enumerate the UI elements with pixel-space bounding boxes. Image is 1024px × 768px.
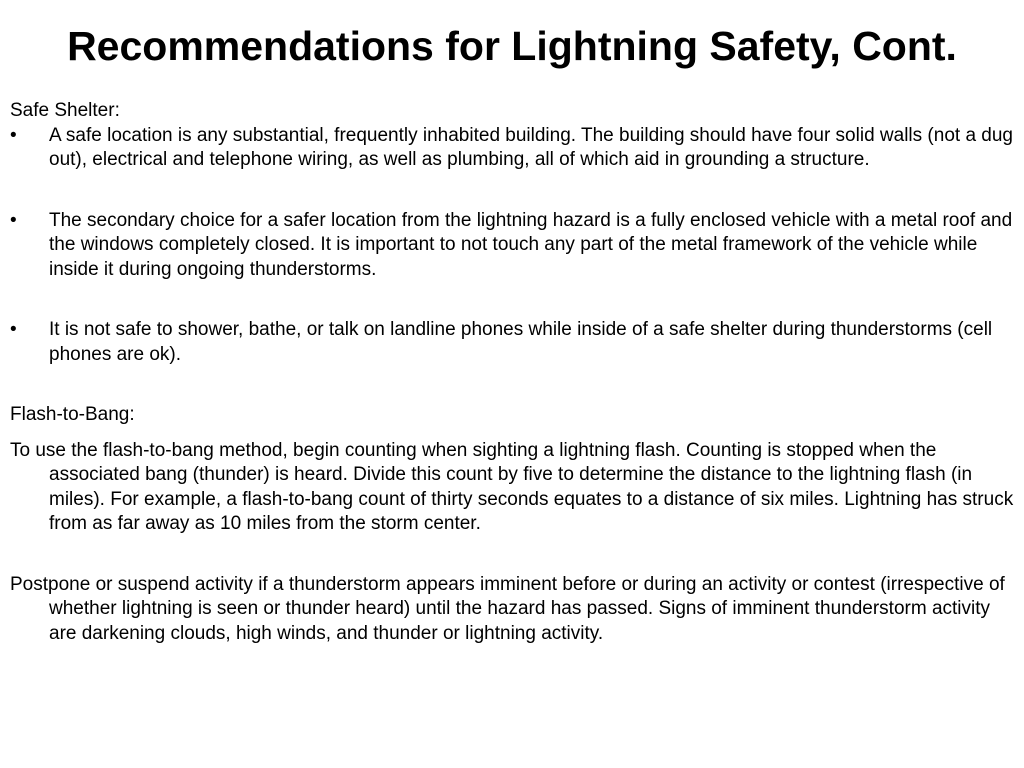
flash-to-bang-paragraph: To use the flash-to-bang method, begin counting when sighting a lightning flash. Counting is stopped when the associated bang (thunder) is heard. Divide this count by five to determine the distance to the lightning flash (in miles). For example, a flash-to-bang count of thirty seconds equates to a distance of six miles. Lightning has struck from as far away as 10 miles from the storm center. xyxy=(10,439,1014,534)
bullet-item xyxy=(10,124,1016,173)
bullet-item xyxy=(10,209,1016,283)
bullet-text: The secondary choice for a safer location from the lightning hazard is a fully enclosed vehicle with a metal roof and the windows completely closed. It is important to not touch any part of the metal framework of the vehicle while inside it during ongoing thunderstorms. xyxy=(49,209,1013,280)
bullet-marker: • xyxy=(10,319,17,340)
postpone-paragraph: Postpone or suspend activity if a thunderstorm appears imminent before or during an activity or contest (irrespective of whether lightning is seen or thunder heard) until the hazard has passed. Signs of imminent thunderstorm activity are darkening clouds, high winds, and thunder or lightning activity. xyxy=(10,573,1005,644)
bullet-marker: • xyxy=(10,209,17,231)
slide-body xyxy=(10,99,1016,646)
slide-title: Recommendations for Lightning Safety, Cont. xyxy=(67,23,957,69)
bullet-item xyxy=(10,318,1016,367)
bullet-text: A safe location is any substantial, frequently inhabited building. The building should have four solid walls (not a dug out), electrical and telephone wiring, as well as plumbing, all of which aid in grounding a structure. xyxy=(49,124,1013,170)
bullet-text: It is not safe to shower, bathe, or talk on landline phones while inside of a safe shelter during thunderstorms (cell phones are ok). xyxy=(49,319,993,365)
flash-to-bang-heading: Flash-to-Bang: xyxy=(10,404,135,425)
safe-shelter-heading: Safe Shelter: xyxy=(10,100,120,121)
bullet-marker: • xyxy=(10,124,17,146)
